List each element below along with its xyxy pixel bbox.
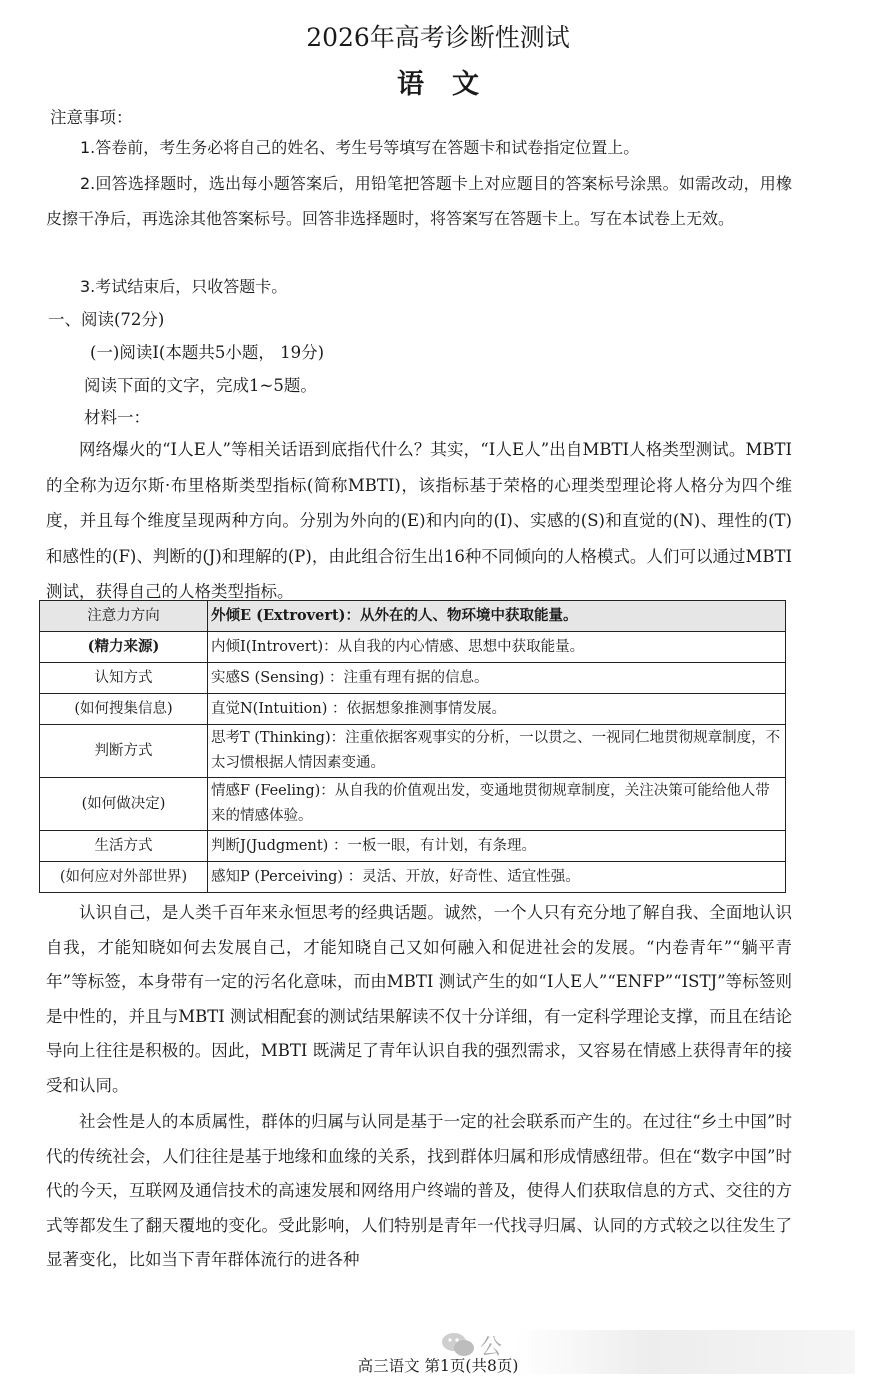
table-row: [40, 663, 786, 694]
subject-title: 语文: [397, 69, 507, 100]
table-row: [40, 694, 786, 725]
dimension-cell: 生活方式: [40, 831, 208, 862]
type-cell: 内倾I(Introvert)：从自我的内心情感、思想中获取能量。: [208, 632, 786, 663]
type-cell: 外倾E (Extrovert)：从外在的人、物环境中获取能量。: [208, 601, 786, 632]
page-footer: 高三语文 第1页(共8页): [357, 1357, 519, 1375]
section-heading: 一、阅读(72分): [48, 310, 165, 329]
table-row: [40, 725, 786, 778]
table-row: [40, 862, 786, 893]
watermark-text: 公: [480, 1335, 503, 1360]
type-cell: 判断J(Judgment) ：一板一眼，有计划，有条理。: [208, 831, 786, 862]
notice-item-1: 1.答卷前，考生务必将自己的姓名、考生号等填写在答题卡和试卷指定位置上。: [80, 138, 640, 157]
dimension-cell: (如何搜集信息): [40, 694, 208, 725]
paragraph-2: 认识自己，是人类千百年来永恒思考的经典话题。诚然，一个人只有充分地了解自我、全面地认识自我，才能知晓如何去发展自己，才能知晓自己又如何融入和促进社会的发展。“内卷青年”“躺平青年”等标签，本身带有一定的污名化意味，而由MBTI 测试产生的如“I人E人”“ENFP”“ISTJ”等标签则是中性的，并且与MBTI 测试相配套的测试结果解读不仅十分详细，有一定科学理论支撑，而且在结论导向上往往是积极的。因此，MBTI 既满足了青年认识自我的强烈需求，又容易在情感上获得青年的接受和认同。: [46, 903, 792, 1095]
table-row: [40, 831, 786, 862]
paragraph-3: 社会性是人的本质属性，群体的归属与认同是基于一定的社会联系而产生的。在过往“乡土中国”时代的传统社会，人们往往是基于地缘和血缘的关系，找到群体归属和形成情感纽带。但在“数字中国”时代的今天，互联网及通信技术的高速发展和网络用户终端的普及，使得人们获取信息的方式、交往的方式等都发生了翻天覆地的变化。受此影响，人们特别是青年一代找寻归属、认同的方式较之以往发生了显著变化，比如当下青年群体流行的进各种: [46, 1112, 792, 1269]
dimension-cell: (精力来源): [40, 632, 208, 663]
notice-heading: 注意事项：: [50, 108, 133, 127]
type-cell: 实感S (Sensing) ：注重有理有据的信息。: [208, 663, 786, 694]
section-sub: (一)阅读Ⅰ(本题共5小题， 19分): [90, 343, 325, 362]
notice-item-2: 2.回答选择题时，选出每小题答案后，用铅笔把答题卡上对应题目的答案标号涂黑。如需改动，用橡皮擦干净后，再选涂其他答案标号。回答非选择题时，将答案写在答题卡上。写在本试卷上无效。: [46, 174, 792, 228]
dimension-cell: 注意力方向: [40, 601, 208, 632]
dimension-cell: 认知方式: [40, 663, 208, 694]
type-cell: 直觉N(Intuition) ：依据想象推测事情发展。: [208, 694, 786, 725]
dimension-cell: (如何应对外部世界): [40, 862, 208, 893]
table-row: [40, 632, 786, 663]
type-cell: 思考T (Thinking)：注重依据客观事实的分析，一以贯之、一视同仁地贯彻规章制度，不太习惯根据人情因素变通。: [208, 725, 786, 778]
type-cell: 感知P (Perceiving) ：灵活、开放，好奇性、适宜性强。: [208, 862, 786, 893]
table-row: [40, 601, 786, 632]
mbti-table: [39, 600, 786, 893]
dimension-cell: (如何做决定): [40, 778, 208, 831]
notice-item-3: 3.考试结束后，只收答题卡。: [80, 277, 288, 296]
paragraph-1: 网络爆火的“I人E人”等相关话语到底指代什么？其实，“I人E人”出自MBTI人格类型测试。MBTI的全称为迈尔斯·布里格斯类型指标(简称MBTI)，该指标基于荣格的心理类型理论将人格分为四个维度，并且每个维度呈现两种方向。分别为外向的(E)和内向的(I)、实感的(S)和直觉的(N)、理性的(T)和感性的(F)、判断的(J)和理解的(P)，由此组合衍生出16种不同倾向的人格模式。人们可以通过MBTI 测试，获得自己的人格类型指标。: [46, 440, 792, 601]
table-row: [40, 778, 786, 831]
exam-title: 2026年高考诊断性测试: [306, 23, 570, 52]
type-cell: 情感F (Feeling)：从自我的价值观出发，变通地贯彻规章制度，关注决策可能给他人带来的情感体验。: [208, 778, 786, 831]
section-instruction: 阅读下面的文字，完成1~5题。: [84, 376, 317, 395]
dimension-cell: 判断方式: [40, 725, 208, 778]
material-label: 材料一：: [84, 408, 150, 427]
